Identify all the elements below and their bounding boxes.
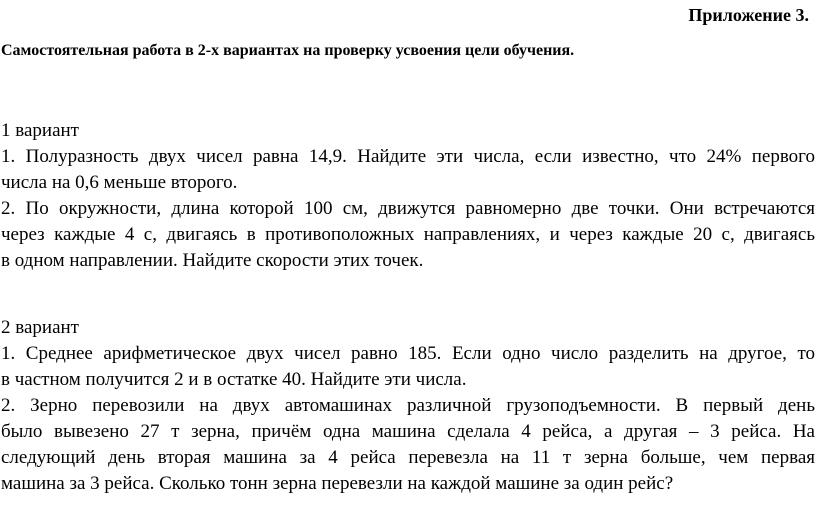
variant-1-line: в одном направлении. Найдите скорости этих точек. bbox=[1, 250, 424, 271]
variant-2-line: следующий день вторая машина за 4 рейса перевезла на 11 т зерна больше, чем первая bbox=[1, 447, 815, 468]
variant-1-heading: 1 вариант bbox=[1, 120, 79, 141]
variant-1-line: через каждые 4 с, двигаясь в противоположных направлениях, и через каждые 20 с, двигаясь bbox=[1, 224, 815, 245]
variant-2-line: в частном получится 2 и в остатке 40. Найдите эти числа. bbox=[1, 369, 467, 390]
variant-2-line: было вывезено 27 т зерна, причём одна машина сделала 4 рейса, а другая – 3 рейса. На bbox=[1, 421, 815, 442]
page-title: Самостоятельная работа в 2-х вариантах на проверку усвоения цели обучения. bbox=[1, 42, 575, 59]
appendix-label: Приложение 3. bbox=[688, 5, 809, 25]
variant-2-heading: 2 вариант bbox=[1, 317, 79, 338]
variant-2-line: 2. Зерно перевозили на двух автомашинах различной грузоподъемности. В первый день bbox=[1, 395, 815, 416]
variant-2-line: машина за 3 рейса. Сколько тонн зерна перевезли на каждой машине за один рейс? bbox=[1, 473, 674, 494]
variant-1-line: 2. По окружности, длина которой 100 см, движутся равномерно две точки. Они встречаются bbox=[1, 198, 815, 219]
variant-1-line: 1. Полуразность двух чисел равна 14,9. Найдите эти числа, если известно, что 24% первого bbox=[1, 146, 815, 167]
variant-1-line: числа на 0,6 меньше второго. bbox=[1, 172, 238, 193]
variant-2-line: 1. Среднее арифметическое двух чисел равно 185. Если одно число разделить на другое, то bbox=[1, 343, 815, 364]
